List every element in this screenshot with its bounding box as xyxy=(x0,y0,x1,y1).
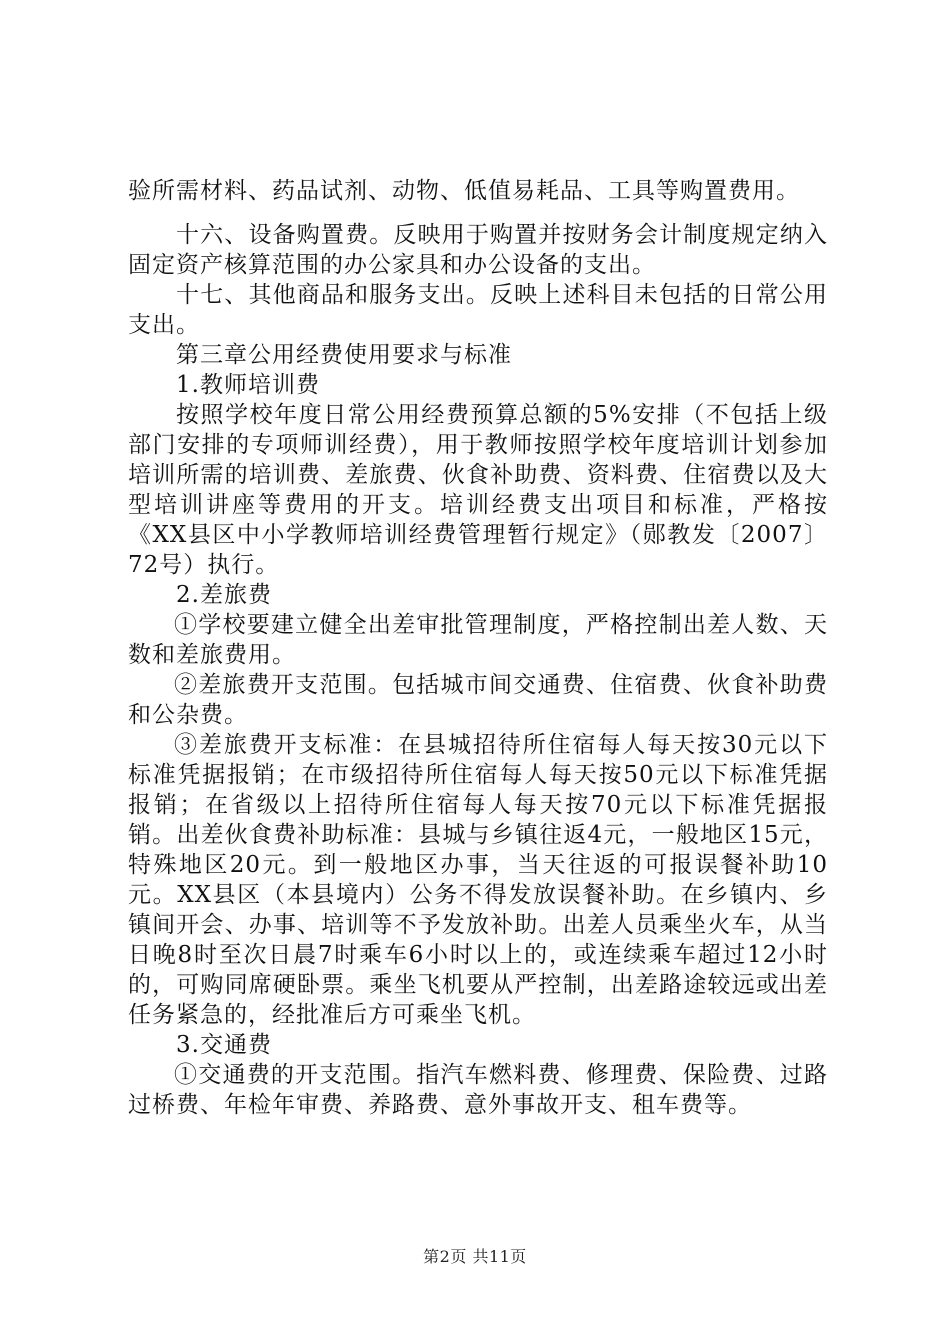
page-footer: 第2页 共11页 xyxy=(423,1247,527,1266)
paragraph-travel-2: ②差旅费开支范围。包括城市间交通费、住宿费、伙食补助费和公杂费。 xyxy=(128,672,828,728)
document-body xyxy=(128,176,828,1120)
paragraph-travel-3: ③差旅费开支标准：在县城招待所住宿每人每天按30元以下标准凭据报销；在市级招待所住宿每人每天按50元以下标准凭据报销；在省级以上招待所住宿每人每天按70元以下标准凭据报销。出差伙食费补助标准：县城与乡镇往返4元，一般地区15元，特殊地区20元。到一般地区办事，当天往返的可报误餐补助10元。XX县区（本县境内）公务不得发放误餐补助。在乡镇内、乡镇间开会、办事、培训等不予发放补助。出差人员乘坐火车，从当日晚8时至次日晨7时乘车6小时以上的，或连续乘车超过12小时的，可购同席硬卧票。乘坐飞机要从严控制，出差路途较远或出差任务紧急的，经批准后方可乘坐飞机。 xyxy=(128,732,828,1028)
paragraph-training: 按照学校年度日常公用经费预算总额的5%安排（不包括上级部门安排的专项师训经费），用于教师按照学校年度培训计划参加培训所需的培训费、差旅费、伙食补助费、资料费、住宿费以及大型培训讲座等费用的开支。培训经费支出项目和标准，严格按《XX县区中小学教师培训经费管理暂行规定》（郧教发〔2007〕72号）执行。 xyxy=(128,402,828,578)
paragraph-transport-1: ①交通费的开支范围。指汽车燃料费、修理费、保险费、过路过桥费、年检年审费、养路费、意外事故开支、租车费等。 xyxy=(128,1062,828,1118)
paragraph-travel-1: ①学校要建立健全出差审批管理制度，严格控制出差人数、天数和差旅费用。 xyxy=(128,612,828,668)
paragraph-item-16: 十六、设备购置费。反映用于购置并按财务会计制度规定纳入固定资产核算范围的办公家具和办公设备的支出。 xyxy=(128,222,828,278)
chapter-heading: 第三章公用经费使用要求与标准 xyxy=(176,342,512,368)
section-heading-transport: 3.交通费 xyxy=(176,1032,272,1058)
section-heading-travel: 2.差旅费 xyxy=(176,582,272,608)
section-heading-training: 1.教师培训费 xyxy=(176,372,320,398)
paragraph-continuation: 验所需材料、药品试剂、动物、低值易耗品、工具等购置费用。 xyxy=(128,178,800,204)
paragraph-item-17: 十七、其他商品和服务支出。反映上述科目未包括的日常公用支出。 xyxy=(128,282,828,338)
